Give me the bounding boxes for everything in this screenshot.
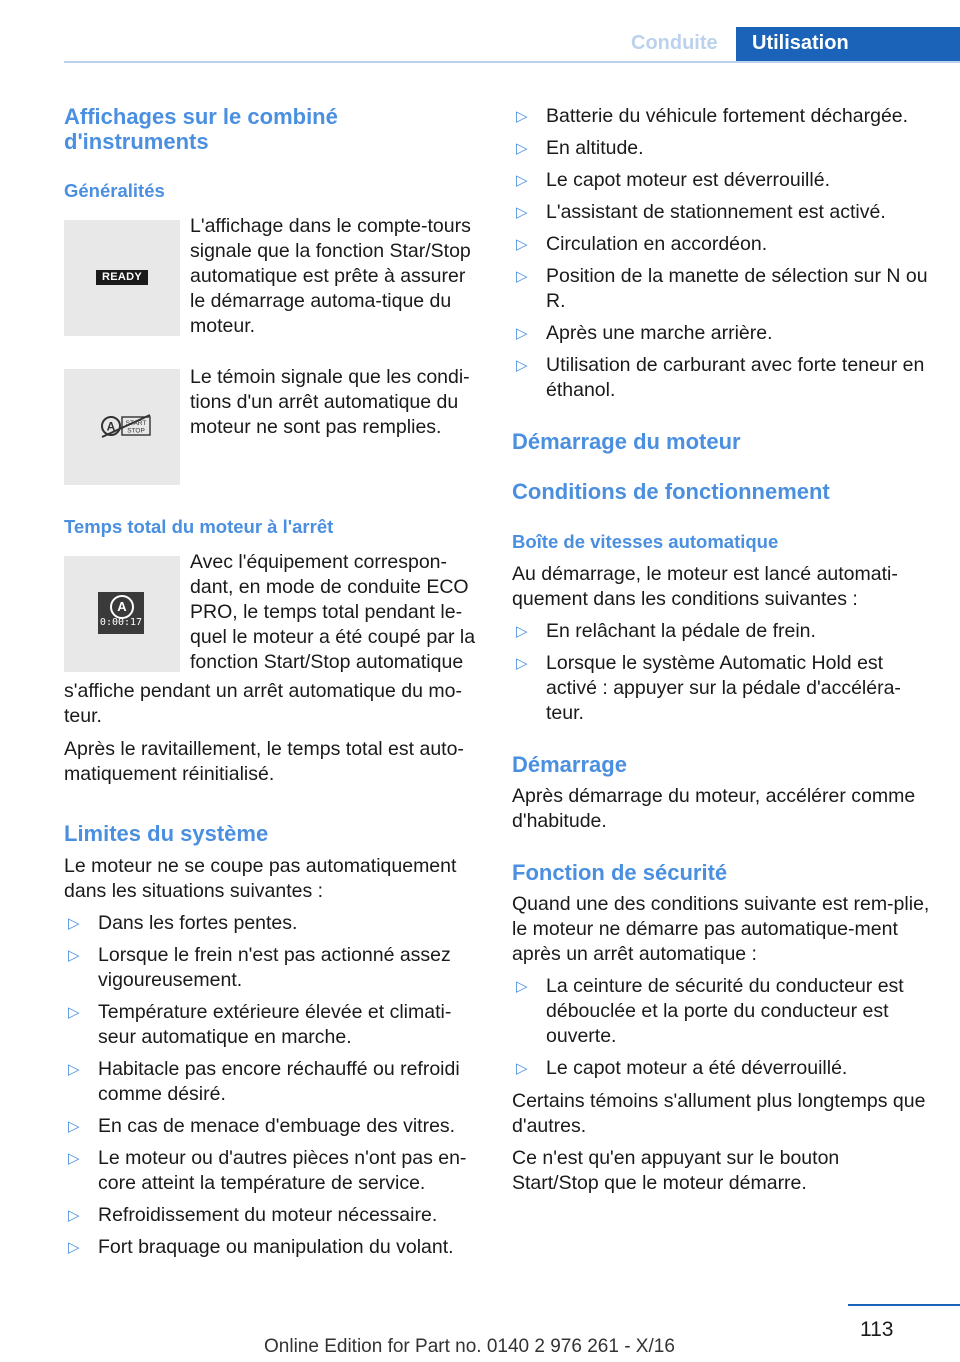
list-item: ▷ Position de la manette de sélection sur N ou R. <box>516 265 928 312</box>
list-item: ▷ Le capot moteur a été déverrouillé. <box>516 1057 848 1079</box>
list-item: ▷ Lorsque le système Automatic Hold est activé : appuyer sur la pédale d'accéléra-teur. <box>516 652 901 724</box>
triangle-bullet-icon: ▷ <box>68 1207 80 1224</box>
triangle-bullet-icon: ▷ <box>68 1061 80 1078</box>
bouton-text: Ce n'est qu'en appuyant sur le bouton Start/Stop que le moteur démarre. <box>512 1147 840 1194</box>
temoins-text: Certains témoins s'allument plus longtemps que d'autres. <box>512 1090 926 1137</box>
triangle-bullet-icon: ▷ <box>68 915 80 932</box>
list-item: ▷ Batterie du véhicule fortement déchargée. <box>516 105 909 127</box>
list-item: ▷ En cas de menace d'embuage des vitres. <box>68 1115 456 1137</box>
triangle-bullet-icon: ▷ <box>516 204 528 221</box>
timer-block <box>64 551 482 676</box>
ready-icon: READY <box>96 270 148 285</box>
list-item: ▷ Après une marche arrière. <box>516 322 773 344</box>
stop-timer-icon <box>98 592 144 634</box>
list-item: ▷ Habitacle pas encore réchauffé ou refroidi comme désiré. <box>68 1058 460 1105</box>
refuel-text: Après le ravitaillement, le temps total est auto-matiquement réinitialisé. <box>64 738 464 785</box>
ready-block <box>64 215 482 340</box>
triangle-bullet-icon: ▷ <box>516 140 528 157</box>
boite-list <box>512 619 930 733</box>
svg-text:A: A <box>106 419 116 434</box>
triangle-bullet-icon: ▷ <box>516 325 528 342</box>
start-stop-crossed-icon <box>100 413 152 439</box>
header-divider <box>64 61 960 63</box>
triangle-bullet-icon: ▷ <box>516 172 528 189</box>
triangle-bullet-icon: ▷ <box>68 1239 80 1256</box>
page-number: 113 <box>860 1318 894 1341</box>
timer-indicator-image <box>64 556 180 672</box>
heading-boite-auto: Boîte de vitesses automatique <box>512 531 779 552</box>
list-item: ▷ En relâchant la pédale de frein. <box>516 620 816 642</box>
section-title-affichages: Affichages sur le combiné d'instruments <box>64 104 338 154</box>
triangle-bullet-icon: ▷ <box>516 978 528 995</box>
triangle-bullet-icon: ▷ <box>68 947 80 964</box>
heading-demarrage-moteur: Démarrage du moteur <box>512 429 741 454</box>
triangle-bullet-icon: ▷ <box>68 1118 80 1135</box>
triangle-bullet-icon: ▷ <box>516 623 528 640</box>
heading-securite: Fonction de sécurité <box>512 860 728 885</box>
triangle-bullet-icon: ▷ <box>516 236 528 253</box>
stop-time-readout: 0:00:17 <box>99 617 143 628</box>
list-item: ▷ Dans les fortes pentes. <box>68 912 298 934</box>
limites-intro: Le moteur ne se coupe pas automatiquement dans les situations suivantes : <box>64 855 457 902</box>
triangle-bullet-icon: ▷ <box>516 1060 528 1077</box>
heading-limites: Limites du système <box>64 821 269 846</box>
list-item: ▷ Le moteur ou d'autres pièces n'ont pas en-core atteint la température de service. <box>68 1147 467 1194</box>
timer-description: Avec l'équipement correspon-dant, en mode de conduite ECO PRO, le temps total pendant le-quel le moteur a été coupé par la fonction Start/Stop automatique <box>190 551 476 673</box>
triangle-bullet-icon: ▷ <box>68 1150 80 1167</box>
list-item: ▷ Refroidissement du moteur nécessaire. <box>68 1204 438 1226</box>
list-item: ▷ En altitude. <box>516 137 644 159</box>
triangle-bullet-icon: ▷ <box>516 655 528 672</box>
auto-start-icon: A <box>110 595 134 619</box>
boite-intro: Au démarrage, le moteur est lancé automati-quement dans les conditions suivantes : <box>512 563 898 610</box>
tab-conduite[interactable]: Conduite <box>615 27 734 61</box>
list-item: ▷ Lorsque le frein n'est pas actionné assez vigoureusement. <box>68 944 451 991</box>
ready-description: L'affichage dans le compte-tours signale que la fonction Star/Stop automatique est prête à assurer le démarrage automa-tique du moteur. <box>190 215 471 337</box>
list-item: ▷ Fort braquage ou manipulation du volant. <box>68 1236 454 1258</box>
startstop-block <box>64 366 482 489</box>
footer-rule <box>848 1304 960 1306</box>
list-item: ▷ La ceinture de sécurité du conducteur est débouclée et la porte du conducteur est ouverte. <box>516 975 904 1047</box>
startstop-indicator-image <box>64 369 180 485</box>
ready-indicator-image <box>64 220 180 336</box>
heading-conditions: Conditions de fonctionnement <box>512 479 830 504</box>
triangle-bullet-icon: ▷ <box>68 1004 80 1021</box>
triangle-bullet-icon: ▷ <box>516 268 528 285</box>
limites-list-continued <box>512 104 930 410</box>
securite-list <box>512 974 930 1088</box>
tab-utilisation[interactable]: Utilisation <box>736 27 960 61</box>
list-item: ▷ L'assistant de stationnement est activé. <box>516 201 886 223</box>
edition-footer: Online Edition for Part no. 0140 2 976 261 - X/16 <box>264 1336 675 1357</box>
timer-description-cont: s'affiche pendant un arrêt automatique du mo-teur. <box>64 680 462 727</box>
heading-temps-total: Temps total du moteur à l'arrêt <box>64 516 334 537</box>
startstop-description: Le témoin signale que les condi-tions d'un arrêt automatique du moteur ne sont pas remplies. <box>190 366 470 438</box>
svg-text:START: START <box>125 420 147 427</box>
heading-generalites: Généralités <box>64 180 165 201</box>
triangle-bullet-icon: ▷ <box>516 108 528 125</box>
triangle-bullet-icon: ▷ <box>516 357 528 374</box>
demarrage-text: Après démarrage du moteur, accélérer comme d'habitude. <box>512 785 916 832</box>
limites-list <box>64 911 482 1267</box>
securite-intro: Quand une des conditions suivante est rem-plie, le moteur ne démarre pas automatique-ment après un arrêt automatique : <box>512 893 930 965</box>
heading-demarrage: Démarrage <box>512 752 627 777</box>
svg-text:STOP: STOP <box>127 427 145 435</box>
list-item: ▷ Température extérieure élevée et climati-seur automatique en marche. <box>68 1001 452 1048</box>
list-item: ▷ Utilisation de carburant avec forte teneur en éthanol. <box>516 354 925 401</box>
list-item: ▷ Le capot moteur est déverrouillé. <box>516 169 830 191</box>
list-item: ▷ Circulation en accordéon. <box>516 233 768 255</box>
